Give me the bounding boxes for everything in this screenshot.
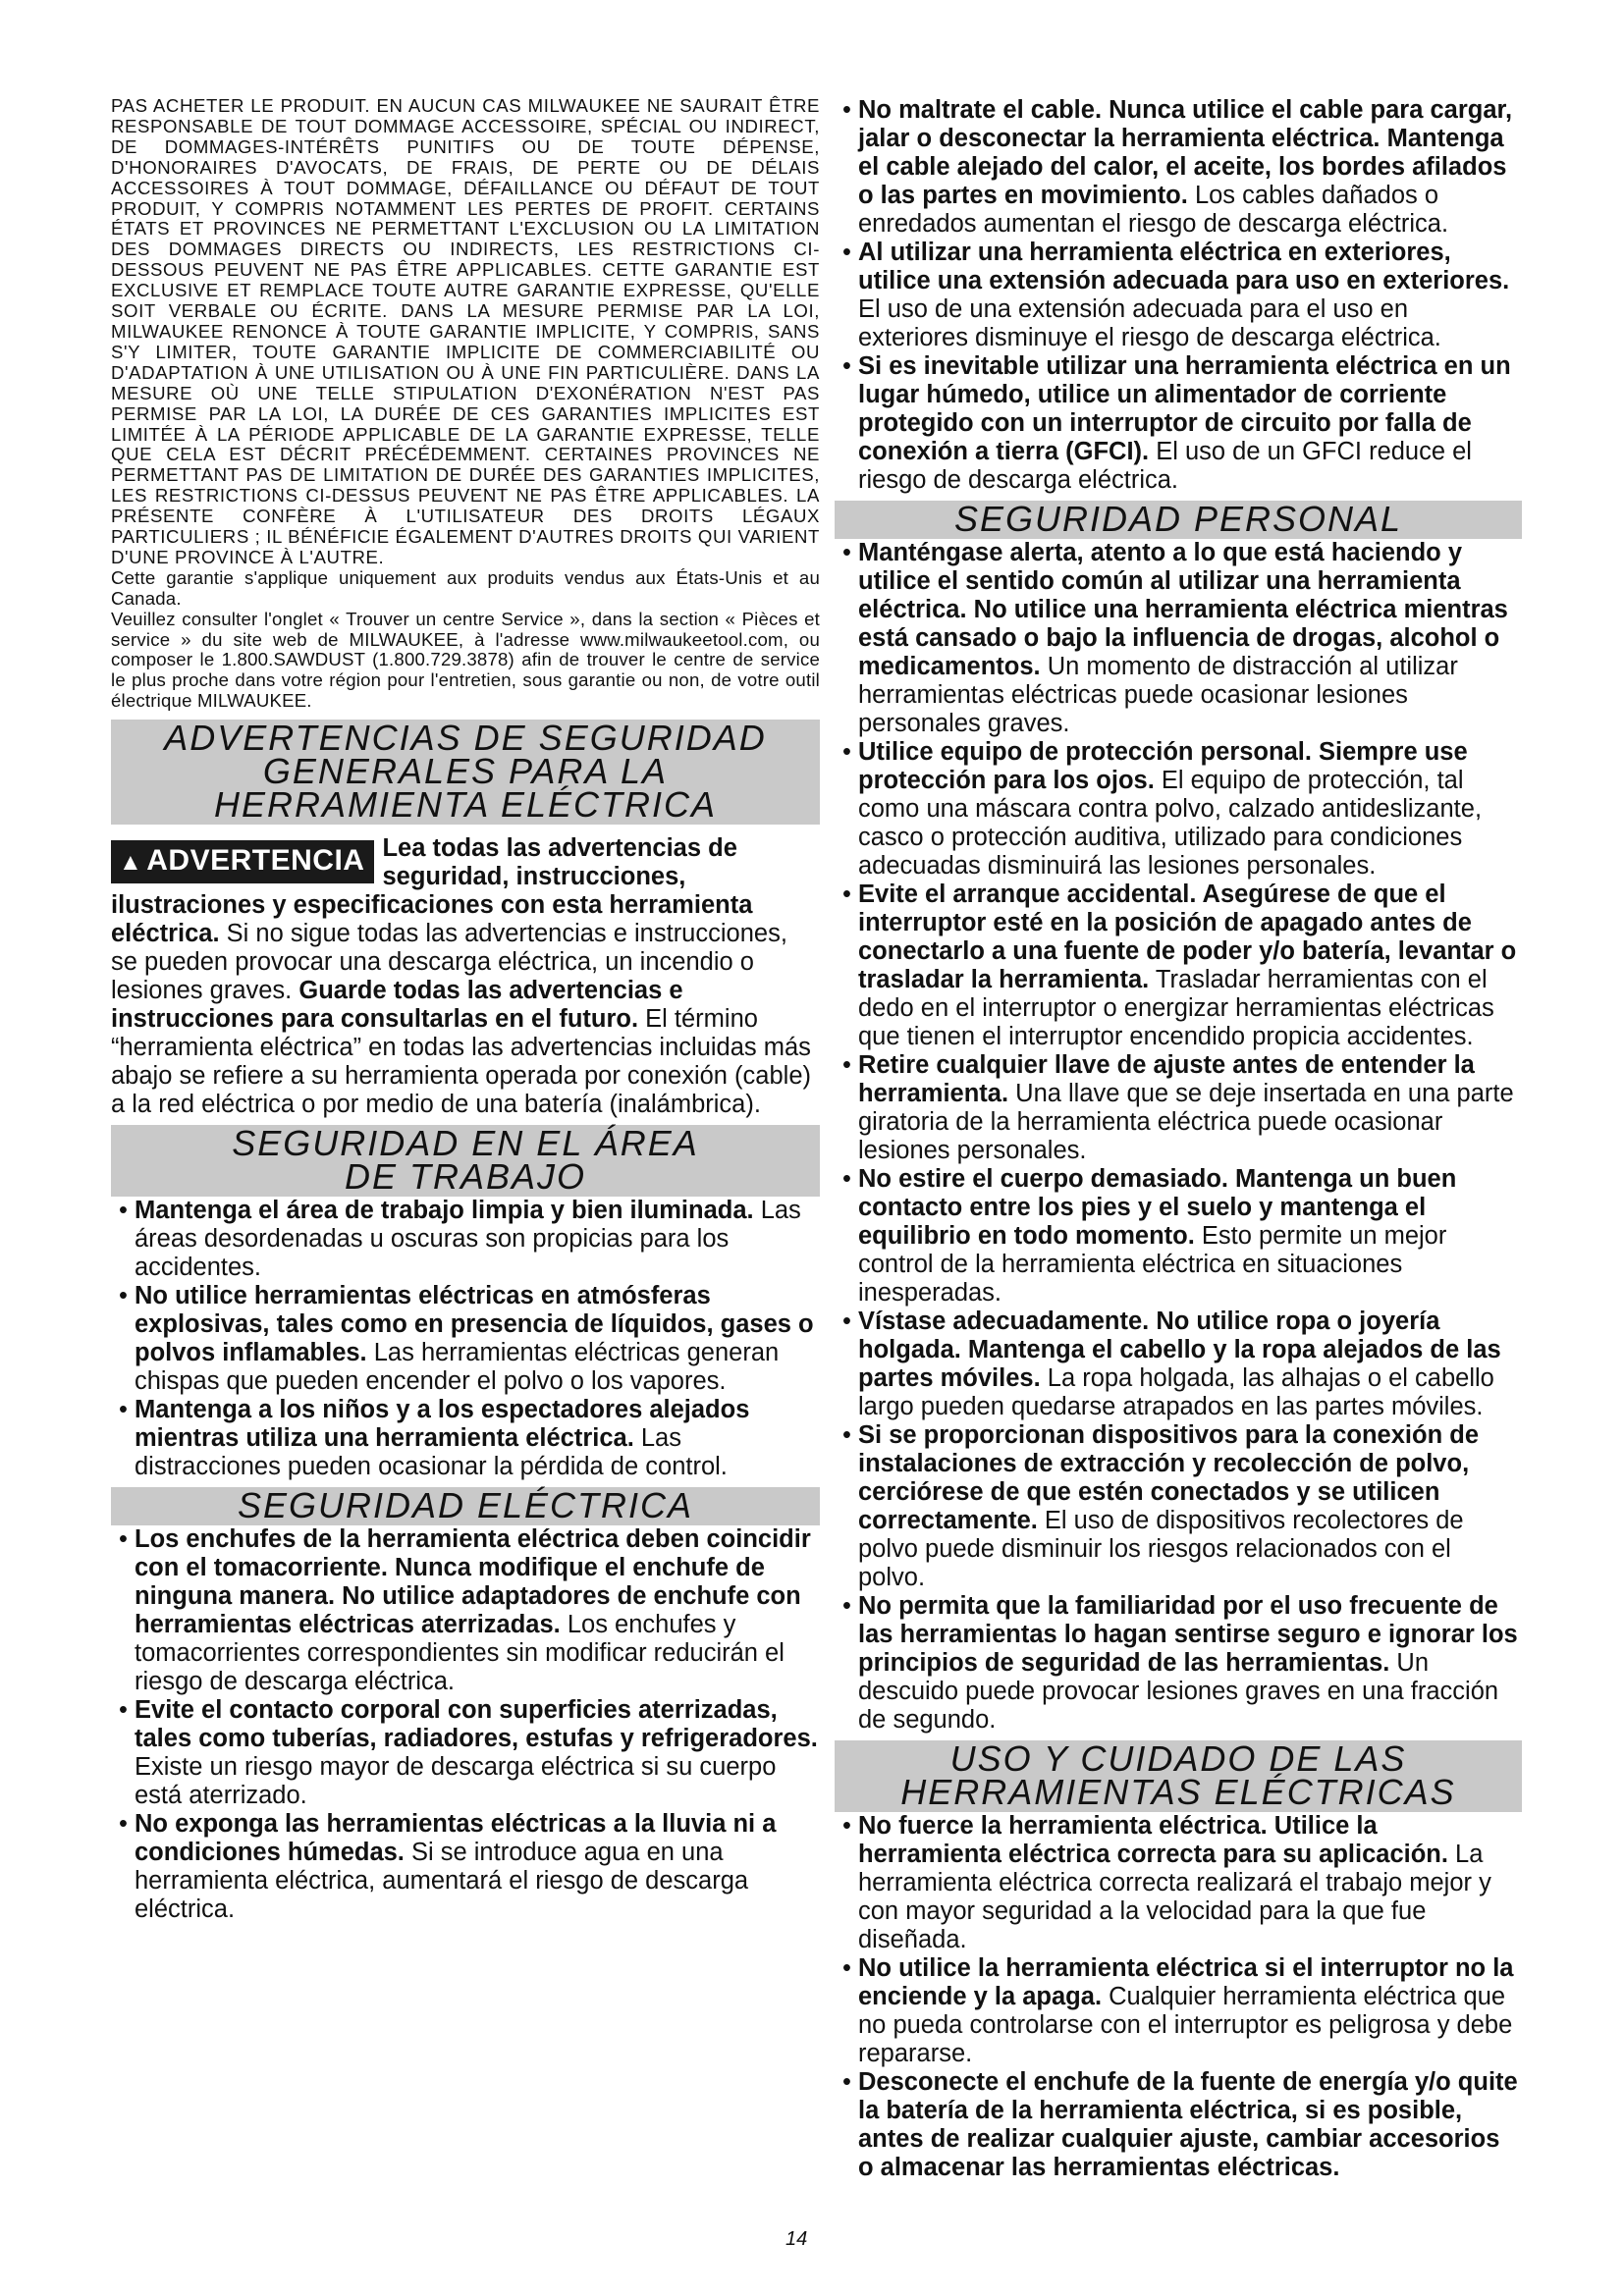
- personal-list: [835, 539, 1522, 1735]
- heading-personal-safety: SEGURIDAD PERSONAL: [835, 501, 1522, 539]
- heading-general-warnings: ADVERTENCIAS DE SEGURIDAD GENERALES PARA LA HERRAMIENTA ELÉCTRICA: [111, 720, 820, 825]
- list-item: • Vístase adecuadamente. No utilice ropa o joyería holgada. Mantenga el cabello y la ropa alejados de las partes móviles. La ropa holgada, las alhajas o el cabello largo pueden quedarse atrapados en las partes móviles.: [835, 1308, 1522, 1421]
- use-care-list: [835, 1812, 1522, 2182]
- list-item: • Desconecte el enchufe de la fuente de energía y/o quite la batería de la herramienta eléctrica, si es posible, antes de realizar cualquier ajuste, cambiar accesorios o almacenar las herramientas eléctricas.: [835, 2068, 1522, 2182]
- french-warranty-note: Cette garantie s'applique uniquement aux produits vendus aux États-Unis et au Canada.: [111, 566, 820, 609]
- work-area-list: [111, 1197, 820, 1481]
- list-item: • Evite el arranque accidental. Asegúrese de que el interruptor esté en la posición de apagado antes de conectarlo a una fuente de poder y/o batería, levantar o trasladar la herramienta. Trasladar herramientas con el dedo en el interruptor o energizar herramientas eléctricas que tienen el interruptor encendido propicia accidentes.: [835, 881, 1522, 1051]
- list-item: • No utilice la herramienta eléctrica si el interruptor no la enciende y la apaga. Cualquier herramienta eléctrica que no pueda controlarse con el interruptor es peligrosa y debe repararse.: [835, 1954, 1522, 2068]
- electrical-list: [111, 1525, 820, 1924]
- list-item: • No fuerce la herramienta eléctrica. Utilice la herramienta eléctrica correcta para su aplicación. La herramienta eléctrica correcta realizará el trabajo mejor y con mayor seguridad a la velocidad para la que fue diseñada.: [835, 1812, 1522, 1954]
- list-item: • No exponga las herramientas eléctricas a la lluvia ni a condiciones húmedas. Si se introduce agua en una herramienta eléctrica, aumentará el riesgo de descarga eléctrica.: [111, 1810, 820, 1924]
- french-warranty-text: PAS ACHETER LE PRODUIT. EN AUCUN CAS MILWAUKEE NE SAURAIT ÊTRE RESPONSABLE DE TOUT DOMMAGE ACCESSOIRE, SPÉCIAL OU INDIRECT, DE DOMMAGES-INTÉRÊTS PUNITIFS OU DE TOUTE DÉPENSE, D'HONORAIRES D'AVOCATS, DE FRAIS, DE PERTE OU DE DÉLAIS ACCESSOIRES À TOUT DOMMAGE, DÉFAILLANCE OU DÉFAUT DE TOUT PRODUIT, Y COMPRIS NOTAMMENT LES PERTES DE PROFIT. CERTAINS ÉTATS ET PROVINCES NE PERMETTANT L'EXCLUSION OU LA LIMITATION DES DOMMAGES DIRECTS OU INDIRECTS, LES RESTRICTIONS CI-DESSOUS PEUVENT NE PAS ÊTRE APPLICABLES. CETTE GARANTIE EST EXCLUSIVE ET REMPLACE TOUTE AUTRE GARANTIE EXPRESSE, QU'ELLE SOIT VERBALE OU ÉCRITE. DANS LA MESURE PERMISE PAR LA LOI, MILWAUKEE RENONCE À TOUTE GARANTIE IMPLICITE, Y COMPRIS, SANS S'Y LIMITER, TOUTE GARANTIE IMPLICITE DE COMMERCIABILITÉ OU D'ADAPTATION À UNE UTILISATION OU À UNE FIN PARTICULIÈRE. DANS LA MESURE OÙ UNE TELLE STIPULATION D'EXONÉRATION N'EST PAS PERMISE PAR LA LOI, LA DURÉE DE CES GARANTIES IMPLICITES EST LIMITÉE À LA PÉRIODE APPLICABLE DE LA GARANTIE EXPRESSE, TELLE QUE CELA EST DÉCRIT PRÉCÉDEMMENT. CERTAINES PROVINCES NE PERMETTANT PAS DE LIMITATION DE DURÉE DES GARANTIES IMPLICITES, LES RESTRICTIONS CI-DESSUS PEUVENT NE PAS ÊTRE APPLICABLES. LA PRÉSENTE CONFÈRE À L'UTILISATEUR DES DROITS LÉGAUX PARTICULIERS ; IL BÉNÉFICIE ÉGALEMENT D'AUTRES DROITS QUI VARIENT D'UNE PROVINCE À L'AUTRE.: [111, 95, 820, 567]
- list-item: • Los enchufes de la herramienta eléctrica deben coincidir con el tomacorriente. Nunca modifique el enchufe de ninguna manera. No utilice adaptadores de enchufe con herramientas eléctricas aterrizadas. Los enchufes y tomacorrientes correspondientes sin modificar reducirán el riesgo de descarga eléctrica.: [111, 1525, 820, 1696]
- list-item: • Evite el contacto corporal con superficies aterrizadas, tales como tuberías, radiadores, estufas y refrigeradores. Existe un riesgo mayor de descarga eléctrica si su cuerpo está aterrizado.: [111, 1696, 820, 1810]
- list-item: • No maltrate el cable. Nunca utilice el cable para cargar, jalar o desconectar la herramienta eléctrica. Mantenga el cable alejado del calor, el aceite, los bordes afilados o las partes en movimiento. Los cables dañados o enredados aumentan el riesgo de descarga eléctrica.: [835, 96, 1522, 239]
- general-warning-paragraph: ▲ ADVERTENCIA Lea todas las advertencias de seguridad, instrucciones, ilustraciones y especificaciones con esta herramienta eléctrica. Si no sigue todas las advertencias e instrucciones, se pueden provocar una descarga eléctrica, un incendio o lesiones graves. Guarde todas las advertencias e instrucciones para consultarlas en el futuro. El término “herramienta eléctrica” en todas las advertencias incluidas más abajo se refiere a su herramienta operada por conexión (cable) a la red eléctrica o por medio de una batería (inalámbrica).: [111, 834, 812, 1119]
- list-item: • Mantenga el área de trabajo limpia y bien iluminada. Las áreas desordenadas u oscuras son propicias para los accidentes.: [111, 1197, 820, 1282]
- list-item: • No estire el cuerpo demasiado. Mantenga un buen contacto entre los pies y el suelo y mantenga el equilibrio en todo momento. Esto permite un mejor control de la herramienta eléctrica en situaciones inesperadas.: [835, 1165, 1522, 1308]
- heading-work-area: SEGURIDAD EN EL ÁREA DE TRABAJO: [111, 1125, 820, 1197]
- warning-badge: ▲ ADVERTENCIA: [111, 840, 374, 883]
- list-item: • Manténgase alerta, atento a lo que está haciendo y utilice el sentido común al utilizar una herramienta eléctrica. No utilice una herramienta eléctrica mientras está cansado o bajo la influencia de drogas, alcohol o medicamentos. Un momento de distracción al utilizar herramientas eléctricas puede ocasionar lesiones personales graves.: [835, 539, 1522, 738]
- list-item: • No permita que la familiaridad por el uso frecuente de las herramientas lo hagan sentirse seguro e ignorar los principios de seguridad de las herramientas. Un descuido puede provocar lesiones graves en una fracción de segundo.: [835, 1592, 1522, 1735]
- list-item: • Al utilizar una herramienta eléctrica en exteriores, utilice una extensión adecuada para uso en exteriores. El uso de una extensión adecuada para el uso en exteriores disminuye el riesgo de descarga eléctrica.: [835, 239, 1522, 352]
- list-item: • Si es inevitable utilizar una herramienta eléctrica en un lugar húmedo, utilice un alimentador de corriente protegido con un interruptor de circuito por falla de conexión a tierra (GFCI). El uso de un GFCI reduce el riesgo de descarga eléctrica.: [835, 352, 1522, 495]
- french-service-note: Veuillez consulter l'onglet « Trouver un centre Service », dans la section « Pièces et service » du site web de MILWAUKEE, à l'adresse www.milwaukeetool.com, ou composer le 1.800.SAWDUST (1.800.729.3878) afin de trouver le centre de service le plus proche dans votre région pour l'entretien, sous garantie ou non, de votre outil électrique MILWAUKEE.: [111, 608, 820, 712]
- left-column: [111, 96, 820, 1924]
- list-item: • No utilice herramientas eléctricas en atmósferas explosivas, tales como en presencia de líquidos, gases o polvos inflamables. Las herramientas eléctricas generan chispas que pueden encender el polvo o los vapores.: [111, 1282, 820, 1396]
- page-number: 14: [785, 2228, 808, 2250]
- list-item: • Utilice equipo de protección personal. Siempre use protección para los ojos. El equipo de protección, tal como una máscara contra polvo, calzado antideslizante, casco o protección auditiva, utilizado para condiciones adecuadas disminuirá las lesiones personales.: [835, 738, 1522, 881]
- right-column: [835, 96, 1522, 2182]
- list-item: • Si se proporcionan dispositivos para la conexión de instalaciones de extracción y recolección de polvo, cerciórese de que estén conectados y se utilicen correctamente. El uso de dispositivos recolectores de polvo puede disminuir los riesgos relacionados con el polvo.: [835, 1421, 1522, 1592]
- warning-triangle-icon: ▲: [119, 849, 143, 877]
- list-item: • Mantenga a los niños y a los espectadores alejados mientras utiliza una herramienta eléctrica. Las distracciones pueden ocasionar la pérdida de control.: [111, 1396, 820, 1481]
- list-item: • Retire cualquier llave de ajuste antes de entender la herramienta. Una llave que se deje insertada en una parte giratoria de la herramienta eléctrica puede ocasionar lesiones personales.: [835, 1051, 1522, 1165]
- heading-use-care: USO Y CUIDADO DE LAS HERRAMIENTAS ELÉCTRICAS: [835, 1740, 1522, 1812]
- electrical-list-continued: [835, 96, 1522, 495]
- heading-electrical-safety: SEGURIDAD ELÉCTRICA: [111, 1487, 820, 1525]
